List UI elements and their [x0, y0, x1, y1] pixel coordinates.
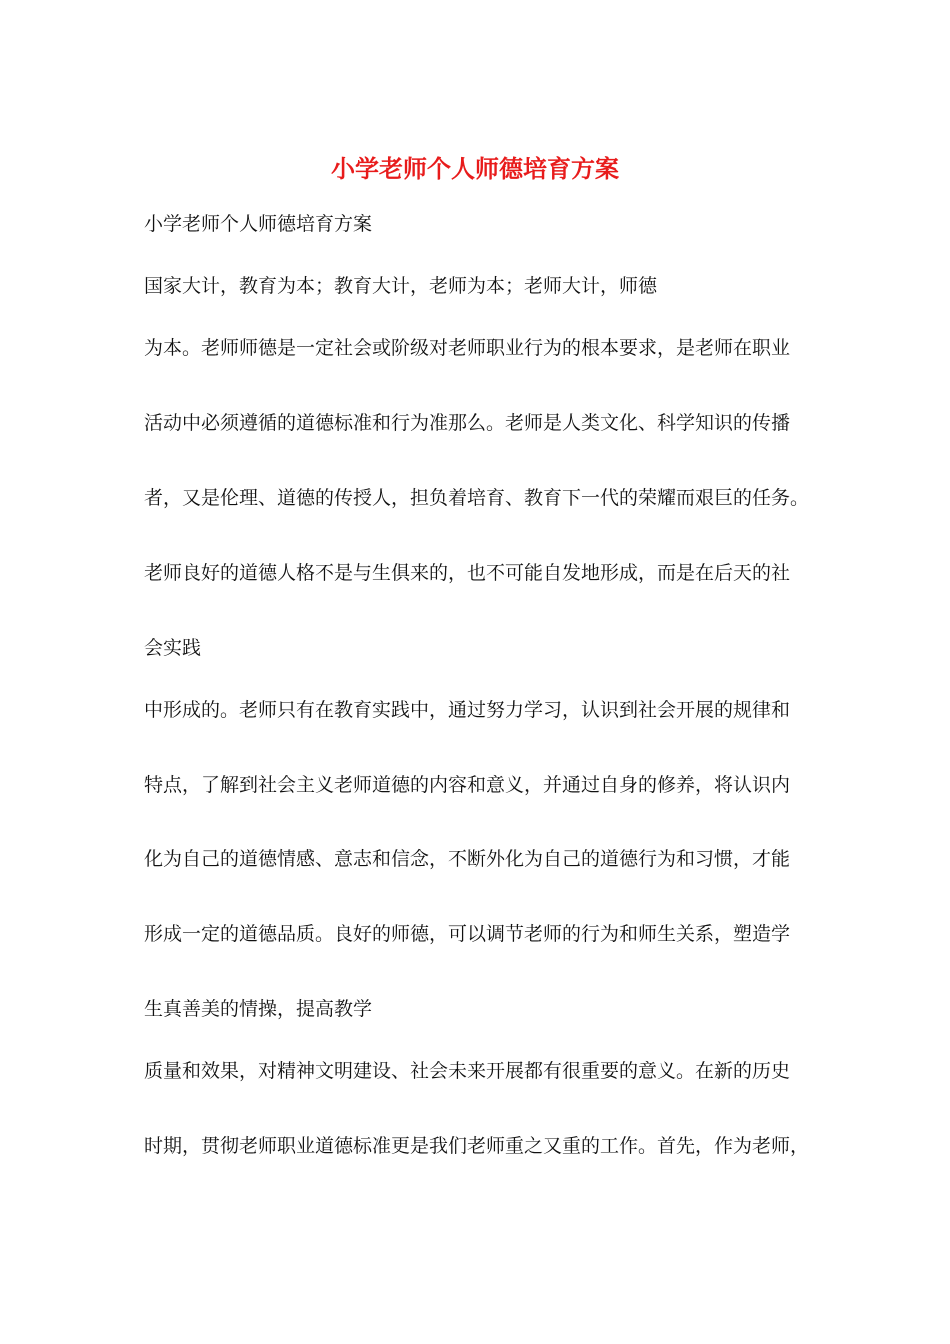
text-line: 时期，贯彻老师职业道德标准更是我们老师重之又重的工作。首先，作为老师，: [144, 1135, 810, 1157]
text-line: 老师良好的道德人格不是与生俱来的，也不可能自发地形成，而是在后天的社: [144, 562, 791, 584]
document-title: 小学老师个人师德培育方案: [331, 154, 619, 183]
text-line: 中形成的。老师只有在教育实践中，通过努力学习，认识到社会开展的规律和: [144, 699, 791, 721]
subtitle-line: 小学老师个人师德培育方案: [144, 213, 373, 235]
text-line: 质量和效果，对精神文明建设、社会未来开展都有很重要的意义。在新的历史: [144, 1060, 791, 1082]
text-line: 者，又是伦理、道德的传授人，担负着培育、教育下一代的荣耀而艰巨的任务。: [144, 487, 810, 509]
text-line: 化为自己的道德情感、意志和信念，不断外化为自己的道德行为和习惯，才能: [144, 848, 791, 870]
text-line: 国家大计，教育为本；教育大计，老师为本；老师大计，师德: [144, 275, 658, 297]
text-line: 形成一定的道德品质。良好的师德，可以调节老师的行为和师生关系，塑造学: [144, 923, 791, 945]
text-line: 为本。老师师德是一定社会或阶级对老师职业行为的根本要求，是老师在职业: [144, 337, 791, 359]
text-line: 会实践: [144, 637, 202, 659]
text-line: 特点，了解到社会主义老师道德的内容和意义，并通过自身的修养，将认识内: [144, 774, 791, 796]
text-line: 生真善美的情操，提高教学: [144, 998, 373, 1020]
text-line: 活动中必须遵循的道德标准和行为准那么。老师是人类文化、科学知识的传播: [144, 412, 791, 434]
